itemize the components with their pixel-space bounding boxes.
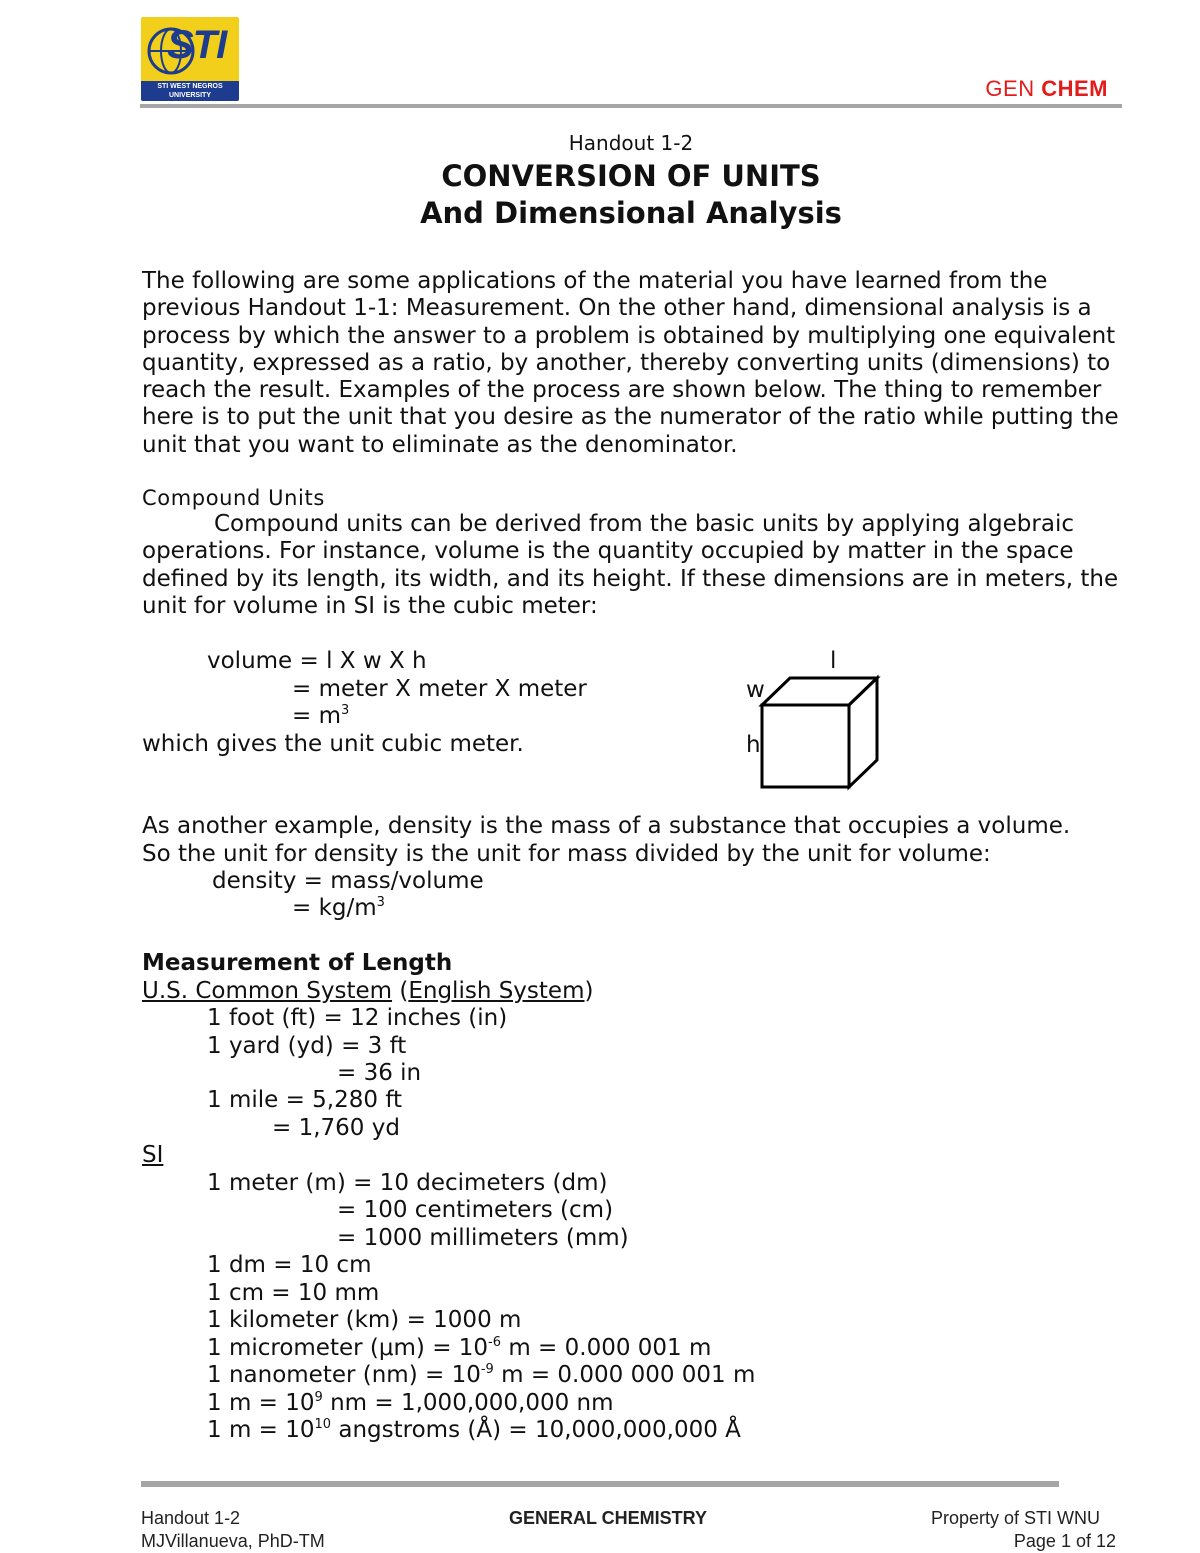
density-paragraph-line1: As another example, density is the mass of a substance that occupies a volume. [142, 813, 1071, 839]
course-header [985, 76, 1108, 102]
footer-handout: Handout 1-2 [141, 1508, 241, 1528]
meter-nanometer-conversion: 1 $m = 10^9$ nm = 1,000,000,000 nm [207, 1390, 614, 1416]
length-heading: Measurement of Length [142, 950, 453, 976]
compound-units-paragraph: Compound units can be derived from the basic units by applying algebraic operations. For instance, volume is the quantity occupied by matter in the space defined by its length, its width, and its height. If these dimensions are in meters, the unit for volume in SI is the cubic meter: [142, 511, 1119, 619]
page-title: CONVERSION OF UNITS [441, 159, 821, 193]
course-prefix: GEN [985, 76, 1035, 101]
volume-formula-result: = $m^3$ [292, 703, 350, 729]
km-conversion: 1 kilometer (km) = 1000 m [207, 1307, 522, 1333]
exponent: 3 [376, 895, 385, 910]
meter-angstrom-conversion: 1 $m = 10^{10}$ angstroms (Å) = 10,000,000,000 Å [207, 1417, 741, 1443]
us-system-heading: U.S. Common System (English System) [142, 978, 594, 1004]
logo-subtitle: STI WEST NEGROS UNIVERSITY [141, 81, 239, 101]
footer-course: GENERAL CHEMISTRY [509, 1508, 708, 1528]
volume-formula: volume = l X w X h [207, 648, 427, 674]
meter-conversion: 1 meter (m) = 10 decimeters (dm) [207, 1170, 608, 1196]
footer-page-number: Page 1 of 12 [1013, 1531, 1116, 1551]
foot-conversion: 1 foot (ft) = 12 inches (in) [207, 1005, 508, 1031]
nanometer-conversion: 1 nanometer $(nm) = 10^{-9}$ m = 0.000 000 001 m [207, 1362, 756, 1388]
handout-number: Handout 1-2 [568, 131, 694, 155]
footer-author: MJVillanueva, PhD-TM [141, 1531, 325, 1551]
footer-rule [141, 1481, 1059, 1487]
compound-units-heading: Compound Units [142, 486, 325, 510]
micrometer-conversion: 1 micrometer $(\mu m) = 10^{-6}$ m = 0.000 001 m [207, 1335, 712, 1361]
cube-label-height: h [746, 732, 761, 758]
mile-conversion: 1 mile = 5,280 ft [207, 1087, 403, 1113]
cube-label-length: l [830, 648, 837, 674]
header-rule [140, 104, 1122, 108]
exponent: 3 [341, 703, 350, 718]
volume-unit-note: which gives the unit cubic meter. [142, 731, 524, 757]
yard-conversion: 1 yard (yd) = 3 ft [207, 1033, 407, 1059]
cm-conversion: 1 cm = 10 mm [207, 1280, 380, 1306]
yard-inch-conversion: = 36 in [337, 1060, 422, 1086]
si-heading: SI [142, 1142, 164, 1168]
dm-conversion: 1 dm = 10 cm [207, 1252, 372, 1278]
cube-diagram [755, 672, 885, 794]
footer-property: Property of STI WNU [930, 1508, 1100, 1528]
density-formula-unit: = $kg/m^3$ [292, 895, 385, 921]
logo-brand: STI [167, 23, 227, 67]
density-paragraph-line2: So the unit for density is the unit for mass divided by the unit for volume: [142, 841, 991, 867]
intro-paragraph: The following are some applications of the material you have learned from the previous Handout 1-1: Measurement. On the other hand, dimensional analysis is a process by which the answer to a problem is obtained by multiplying one equivalent quantity, expressed as a ratio, by another, thereby converting units (dimensions) to reach the result. Examples of the process are shown below. The thing to remember here is to put the unit that you desire as the numerator of the ratio while putting the unit that you want to eliminate as the denominator. [142, 268, 1119, 458]
cube-label-width: w [746, 677, 765, 703]
meter-mm-conversion: = 1000 millimeters (mm) [337, 1225, 629, 1251]
page-subtitle: And Dimensional Analysis [420, 196, 842, 230]
volume-formula-meters: = meter X meter X meter [292, 676, 587, 702]
sti-logo [141, 17, 239, 101]
mile-yard-conversion: = 1,760 yd [272, 1115, 400, 1141]
course-name: CHEM [1041, 76, 1108, 101]
density-formula: density = mass/volume [212, 868, 484, 894]
meter-cm-conversion: = 100 centimeters (cm) [337, 1197, 614, 1223]
